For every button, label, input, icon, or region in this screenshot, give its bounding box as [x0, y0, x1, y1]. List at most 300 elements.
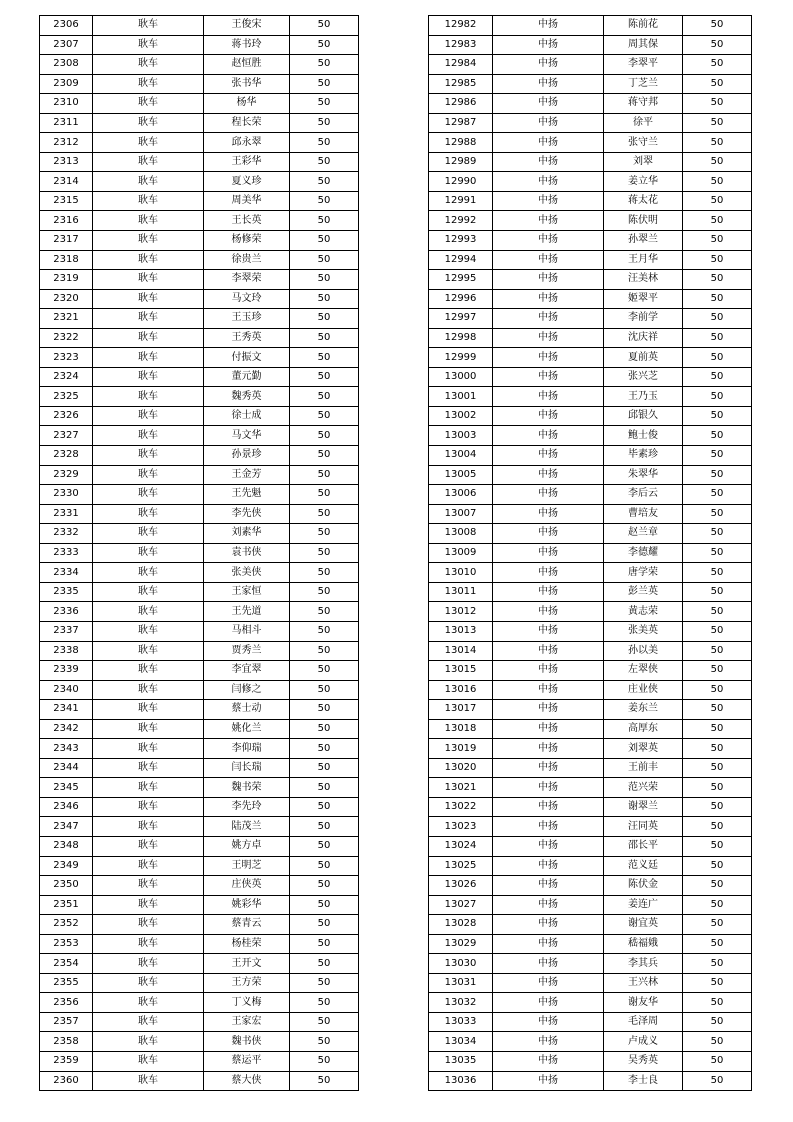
- amount-cell: 50: [290, 74, 359, 94]
- id-cell: 2350: [40, 876, 93, 896]
- amount-cell: 50: [290, 152, 359, 172]
- id-cell: 13004: [429, 446, 493, 466]
- table-row: [40, 465, 359, 485]
- name-cell: 邵长平: [604, 836, 683, 856]
- left-table: [39, 15, 359, 1091]
- village-cell: 耿车: [93, 16, 204, 36]
- amount-cell: 50: [290, 954, 359, 974]
- table-row: [40, 895, 359, 915]
- name-cell: 邱银久: [604, 406, 683, 426]
- amount-cell: 50: [683, 993, 752, 1013]
- name-cell: 左翠侠: [604, 661, 683, 681]
- table-row: [429, 406, 752, 426]
- name-cell: 鲍士俊: [604, 426, 683, 446]
- village-cell: 耿车: [93, 641, 204, 661]
- table-row: [40, 387, 359, 407]
- id-cell: 12987: [429, 113, 493, 133]
- name-cell: 姜连广: [604, 895, 683, 915]
- id-cell: 2358: [40, 1032, 93, 1052]
- name-cell: 杨修荣: [204, 231, 290, 251]
- amount-cell: 50: [683, 856, 752, 876]
- village-cell: 中扬: [493, 778, 604, 798]
- name-cell: 李德耀: [604, 543, 683, 563]
- amount-cell: 50: [290, 367, 359, 387]
- village-cell: 中扬: [493, 934, 604, 954]
- village-cell: 中扬: [493, 465, 604, 485]
- id-cell: 13005: [429, 465, 493, 485]
- name-cell: 陈伏明: [604, 211, 683, 231]
- id-cell: 2309: [40, 74, 93, 94]
- table-row: [40, 836, 359, 856]
- name-cell: 张守兰: [604, 133, 683, 153]
- name-cell: 程长荣: [204, 113, 290, 133]
- table-row: [429, 74, 752, 94]
- name-cell: 彭兰英: [604, 582, 683, 602]
- table-row: [429, 524, 752, 544]
- amount-cell: 50: [683, 289, 752, 309]
- village-cell: 耿车: [93, 211, 204, 231]
- amount-cell: 50: [683, 700, 752, 720]
- village-cell: 耿车: [93, 661, 204, 681]
- village-cell: 中扬: [493, 152, 604, 172]
- village-cell: 耿车: [93, 289, 204, 309]
- id-cell: 13011: [429, 582, 493, 602]
- name-cell: 董元勤: [204, 367, 290, 387]
- table-row: [429, 895, 752, 915]
- id-cell: 13001: [429, 387, 493, 407]
- amount-cell: 50: [683, 348, 752, 368]
- name-cell: 王明芝: [204, 856, 290, 876]
- village-cell: 中扬: [493, 485, 604, 505]
- village-cell: 耿车: [93, 778, 204, 798]
- id-cell: 13021: [429, 778, 493, 798]
- table-row: [40, 719, 359, 739]
- name-cell: 王兴林: [604, 973, 683, 993]
- id-cell: 12986: [429, 94, 493, 114]
- table-row: [40, 563, 359, 583]
- amount-cell: 50: [290, 250, 359, 270]
- id-cell: 13023: [429, 817, 493, 837]
- amount-cell: 50: [683, 836, 752, 856]
- id-cell: 2324: [40, 367, 93, 387]
- id-cell: 2342: [40, 719, 93, 739]
- id-cell: 12991: [429, 191, 493, 211]
- table-row: [429, 719, 752, 739]
- name-cell: 王乃玉: [604, 387, 683, 407]
- village-cell: 中扬: [493, 113, 604, 133]
- id-cell: 13014: [429, 641, 493, 661]
- name-cell: 丁芝兰: [604, 74, 683, 94]
- village-cell: 耿车: [93, 602, 204, 622]
- amount-cell: 50: [683, 641, 752, 661]
- table-row: [40, 426, 359, 446]
- table-row: [40, 602, 359, 622]
- table-row: [429, 817, 752, 837]
- id-cell: 2333: [40, 543, 93, 563]
- village-cell: 耿车: [93, 836, 204, 856]
- table-row: [429, 563, 752, 583]
- village-cell: 中扬: [493, 700, 604, 720]
- table-row: [429, 348, 752, 368]
- id-cell: 13019: [429, 739, 493, 759]
- table-row: [40, 954, 359, 974]
- name-cell: 王彩华: [204, 152, 290, 172]
- amount-cell: 50: [290, 1032, 359, 1052]
- id-cell: 2319: [40, 270, 93, 290]
- id-cell: 13018: [429, 719, 493, 739]
- id-cell: 13027: [429, 895, 493, 915]
- table-row: [40, 973, 359, 993]
- amount-cell: 50: [683, 35, 752, 55]
- id-cell: 2307: [40, 35, 93, 55]
- name-cell: 谢翠兰: [604, 797, 683, 817]
- village-cell: 耿车: [93, 876, 204, 896]
- name-cell: 唐学荣: [604, 563, 683, 583]
- name-cell: 王前丰: [604, 758, 683, 778]
- table-row: [429, 876, 752, 896]
- id-cell: 13008: [429, 524, 493, 544]
- id-cell: 2356: [40, 993, 93, 1013]
- table-row: [429, 739, 752, 759]
- amount-cell: 50: [683, 55, 752, 75]
- id-cell: 12985: [429, 74, 493, 94]
- table-row: [40, 543, 359, 563]
- name-cell: 魏书荣: [204, 778, 290, 798]
- village-cell: 耿车: [93, 934, 204, 954]
- table-row: [429, 94, 752, 114]
- table-row: [40, 35, 359, 55]
- name-cell: 杨华: [204, 94, 290, 114]
- village-cell: 中扬: [493, 719, 604, 739]
- name-cell: 李先玲: [204, 797, 290, 817]
- amount-cell: 50: [290, 270, 359, 290]
- id-cell: 2327: [40, 426, 93, 446]
- amount-cell: 50: [683, 934, 752, 954]
- id-cell: 2316: [40, 211, 93, 231]
- table-row: [40, 55, 359, 75]
- right-table-body: [429, 16, 752, 1091]
- table-row: [40, 856, 359, 876]
- id-cell: 2332: [40, 524, 93, 544]
- name-cell: 姜立华: [604, 172, 683, 192]
- amount-cell: 50: [683, 876, 752, 896]
- amount-cell: 50: [290, 621, 359, 641]
- name-cell: 徐贵兰: [204, 250, 290, 270]
- id-cell: 2347: [40, 817, 93, 837]
- table-row: [429, 191, 752, 211]
- name-cell: 王先道: [204, 602, 290, 622]
- village-cell: 中扬: [493, 661, 604, 681]
- name-cell: 马相斗: [204, 621, 290, 641]
- village-cell: 耿车: [93, 895, 204, 915]
- name-cell: 汪美林: [604, 270, 683, 290]
- village-cell: 中扬: [493, 797, 604, 817]
- amount-cell: 50: [290, 973, 359, 993]
- village-cell: 中扬: [493, 35, 604, 55]
- table-row: [429, 55, 752, 75]
- name-cell: 姚方卓: [204, 836, 290, 856]
- name-cell: 张美英: [604, 621, 683, 641]
- village-cell: 耿车: [93, 700, 204, 720]
- name-cell: 张兴芝: [604, 367, 683, 387]
- name-cell: 赵恒胜: [204, 55, 290, 75]
- amount-cell: 50: [683, 719, 752, 739]
- table-row: [429, 1051, 752, 1071]
- village-cell: 耿车: [93, 367, 204, 387]
- village-cell: 耿车: [93, 817, 204, 837]
- amount-cell: 50: [683, 16, 752, 36]
- id-cell: 12998: [429, 328, 493, 348]
- id-cell: 13017: [429, 700, 493, 720]
- table-row: [40, 1071, 359, 1091]
- name-cell: 刘素华: [204, 524, 290, 544]
- amount-cell: 50: [290, 680, 359, 700]
- id-cell: 12999: [429, 348, 493, 368]
- village-cell: 中扬: [493, 973, 604, 993]
- village-cell: 耿车: [93, 719, 204, 739]
- village-cell: 耿车: [93, 133, 204, 153]
- table-row: [40, 1032, 359, 1052]
- id-cell: 12997: [429, 309, 493, 329]
- village-cell: 耿车: [93, 621, 204, 641]
- amount-cell: 50: [683, 680, 752, 700]
- id-cell: 13024: [429, 836, 493, 856]
- table-row: [40, 876, 359, 896]
- table-row: [40, 680, 359, 700]
- id-cell: 12993: [429, 231, 493, 251]
- name-cell: 张书华: [204, 74, 290, 94]
- table-row: [40, 231, 359, 251]
- name-cell: 王方荣: [204, 973, 290, 993]
- village-cell: 耿车: [93, 446, 204, 466]
- name-cell: 马文华: [204, 426, 290, 446]
- name-cell: 周美华: [204, 191, 290, 211]
- name-cell: 王先魁: [204, 485, 290, 505]
- amount-cell: 50: [290, 328, 359, 348]
- id-cell: 2348: [40, 836, 93, 856]
- table-row: [429, 641, 752, 661]
- name-cell: 王家宏: [204, 1012, 290, 1032]
- id-cell: 13007: [429, 504, 493, 524]
- id-cell: 12994: [429, 250, 493, 270]
- amount-cell: 50: [290, 543, 359, 563]
- village-cell: 耿车: [93, 797, 204, 817]
- table-row: [429, 993, 752, 1013]
- name-cell: 李翠平: [604, 55, 683, 75]
- table-row: [40, 270, 359, 290]
- id-cell: 2323: [40, 348, 93, 368]
- village-cell: 中扬: [493, 55, 604, 75]
- amount-cell: 50: [290, 758, 359, 778]
- amount-cell: 50: [683, 797, 752, 817]
- amount-cell: 50: [683, 270, 752, 290]
- name-cell: 沈庆祥: [604, 328, 683, 348]
- id-cell: 2311: [40, 113, 93, 133]
- id-cell: 12984: [429, 55, 493, 75]
- table-row: [429, 231, 752, 251]
- name-cell: 汪同英: [604, 817, 683, 837]
- id-cell: 2337: [40, 621, 93, 641]
- id-cell: 13028: [429, 915, 493, 935]
- village-cell: 中扬: [493, 876, 604, 896]
- village-cell: 耿车: [93, 915, 204, 935]
- name-cell: 王长英: [204, 211, 290, 231]
- table-row: [40, 367, 359, 387]
- village-cell: 中扬: [493, 641, 604, 661]
- name-cell: 陈前花: [604, 16, 683, 36]
- name-cell: 李前学: [604, 309, 683, 329]
- amount-cell: 50: [290, 289, 359, 309]
- village-cell: 耿车: [93, 543, 204, 563]
- table-row: [429, 778, 752, 798]
- village-cell: 中扬: [493, 543, 604, 563]
- amount-cell: 50: [290, 231, 359, 251]
- table-row: [40, 446, 359, 466]
- village-cell: 耿车: [93, 856, 204, 876]
- name-cell: 马文玲: [204, 289, 290, 309]
- id-cell: 2331: [40, 504, 93, 524]
- id-cell: 2357: [40, 1012, 93, 1032]
- amount-cell: 50: [290, 719, 359, 739]
- table-row: [40, 289, 359, 309]
- amount-cell: 50: [683, 504, 752, 524]
- name-cell: 李宜翠: [204, 661, 290, 681]
- table-row: [429, 504, 752, 524]
- table-row: [40, 797, 359, 817]
- name-cell: 毛泽周: [604, 1012, 683, 1032]
- amount-cell: 50: [683, 309, 752, 329]
- village-cell: 耿车: [93, 1071, 204, 1091]
- name-cell: 范兴荣: [604, 778, 683, 798]
- id-cell: 13013: [429, 621, 493, 641]
- amount-cell: 50: [290, 934, 359, 954]
- table-row: [40, 1012, 359, 1032]
- amount-cell: 50: [290, 16, 359, 36]
- amount-cell: 50: [683, 406, 752, 426]
- village-cell: 耿车: [93, 524, 204, 544]
- table-row: [429, 602, 752, 622]
- amount-cell: 50: [290, 504, 359, 524]
- name-cell: 王秀英: [204, 328, 290, 348]
- id-cell: 13015: [429, 661, 493, 681]
- id-cell: 2341: [40, 700, 93, 720]
- amount-cell: 50: [290, 348, 359, 368]
- name-cell: 袁书侠: [204, 543, 290, 563]
- name-cell: 谢友华: [604, 993, 683, 1013]
- table-row: [40, 504, 359, 524]
- amount-cell: 50: [683, 191, 752, 211]
- amount-cell: 50: [683, 426, 752, 446]
- table-row: [429, 797, 752, 817]
- amount-cell: 50: [290, 641, 359, 661]
- village-cell: 中扬: [493, 211, 604, 231]
- name-cell: 蔡运平: [204, 1051, 290, 1071]
- village-cell: 中扬: [493, 406, 604, 426]
- id-cell: 13031: [429, 973, 493, 993]
- amount-cell: 50: [290, 836, 359, 856]
- id-cell: 2339: [40, 661, 93, 681]
- table-row: [40, 152, 359, 172]
- name-cell: 王俊宋: [204, 16, 290, 36]
- id-cell: 13026: [429, 876, 493, 896]
- table-row: [429, 446, 752, 466]
- name-cell: 王金芳: [204, 465, 290, 485]
- amount-cell: 50: [290, 446, 359, 466]
- village-cell: 中扬: [493, 133, 604, 153]
- table-row: [40, 1051, 359, 1071]
- name-cell: 李先侠: [204, 504, 290, 524]
- table-row: [429, 915, 752, 935]
- table-row: [429, 250, 752, 270]
- table-row: [40, 348, 359, 368]
- amount-cell: 50: [290, 35, 359, 55]
- id-cell: 13012: [429, 602, 493, 622]
- name-cell: 刘翠: [604, 152, 683, 172]
- village-cell: 中扬: [493, 582, 604, 602]
- amount-cell: 50: [290, 465, 359, 485]
- amount-cell: 50: [290, 582, 359, 602]
- table-row: [40, 817, 359, 837]
- village-cell: 耿车: [93, 954, 204, 974]
- village-cell: 耿车: [93, 1032, 204, 1052]
- village-cell: 中扬: [493, 602, 604, 622]
- village-cell: 中扬: [493, 367, 604, 387]
- name-cell: 张美侠: [204, 563, 290, 583]
- amount-cell: 50: [683, 387, 752, 407]
- village-cell: 耿车: [93, 973, 204, 993]
- amount-cell: 50: [290, 191, 359, 211]
- id-cell: 13009: [429, 543, 493, 563]
- id-cell: 13006: [429, 485, 493, 505]
- id-cell: 12995: [429, 270, 493, 290]
- name-cell: 高厚东: [604, 719, 683, 739]
- table-row: [40, 993, 359, 1013]
- village-cell: 中扬: [493, 387, 604, 407]
- name-cell: 邱永翠: [204, 133, 290, 153]
- name-cell: 姜东兰: [604, 700, 683, 720]
- table-row: [429, 758, 752, 778]
- name-cell: 赵兰章: [604, 524, 683, 544]
- id-cell: 13002: [429, 406, 493, 426]
- name-cell: 陆茂兰: [204, 817, 290, 837]
- id-cell: 2343: [40, 739, 93, 759]
- name-cell: 付振文: [204, 348, 290, 368]
- id-cell: 13000: [429, 367, 493, 387]
- village-cell: 中扬: [493, 758, 604, 778]
- village-cell: 中扬: [493, 621, 604, 641]
- table-row: [429, 700, 752, 720]
- id-cell: 12988: [429, 133, 493, 153]
- amount-cell: 50: [290, 94, 359, 114]
- table-row: [40, 406, 359, 426]
- village-cell: 中扬: [493, 348, 604, 368]
- name-cell: 蒋守邦: [604, 94, 683, 114]
- village-cell: 耿车: [93, 465, 204, 485]
- amount-cell: 50: [290, 856, 359, 876]
- name-cell: 贾秀兰: [204, 641, 290, 661]
- table-row: [429, 485, 752, 505]
- id-cell: 12983: [429, 35, 493, 55]
- village-cell: 中扬: [493, 739, 604, 759]
- id-cell: 2321: [40, 309, 93, 329]
- id-cell: 12989: [429, 152, 493, 172]
- table-row: [40, 621, 359, 641]
- table-row: [429, 1012, 752, 1032]
- id-cell: 13020: [429, 758, 493, 778]
- table-row: [429, 133, 752, 153]
- amount-cell: 50: [683, 172, 752, 192]
- village-cell: 中扬: [493, 328, 604, 348]
